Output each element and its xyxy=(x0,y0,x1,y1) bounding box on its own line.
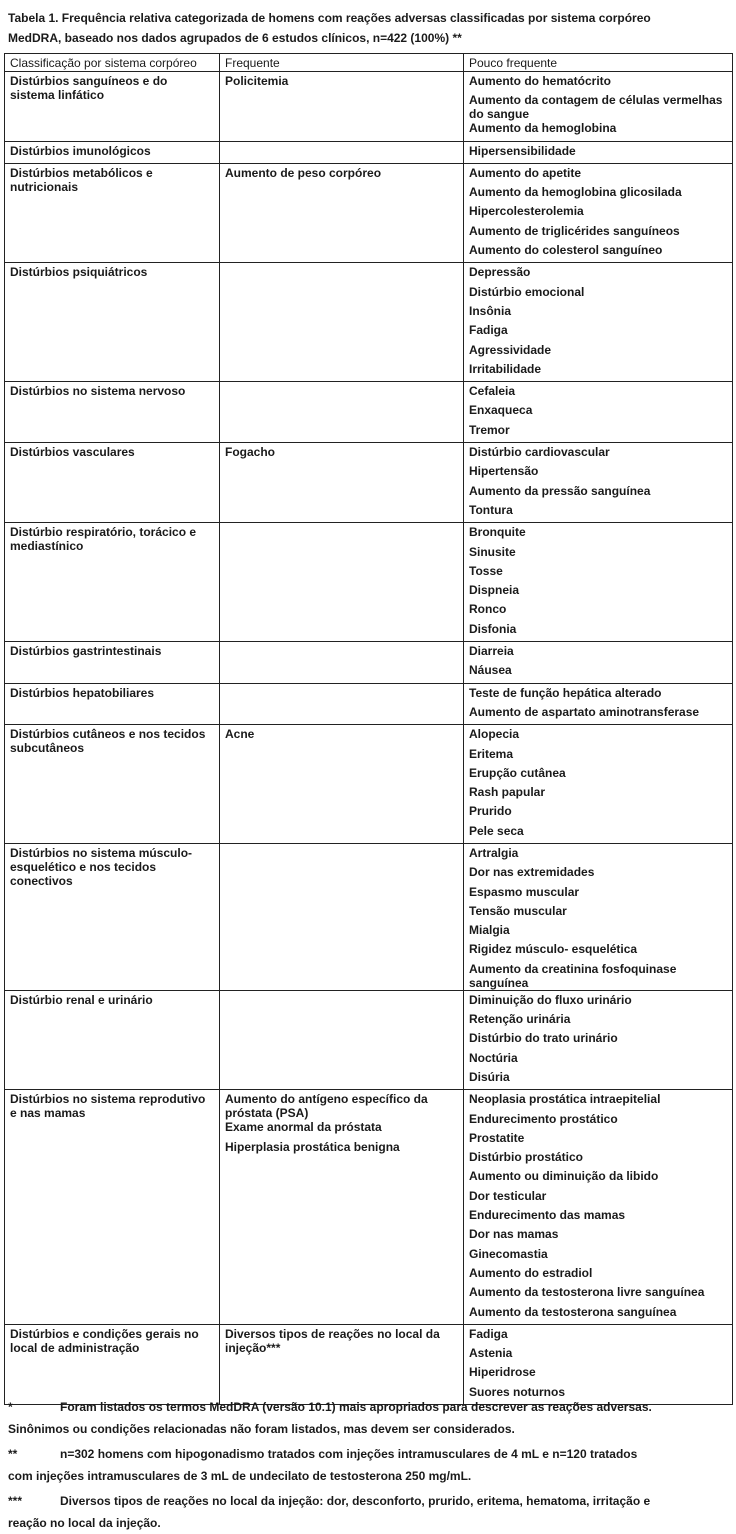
uncommon-item: Ginecomastia xyxy=(469,1246,548,1261)
table-row xyxy=(5,163,733,262)
table-caption xyxy=(8,8,698,48)
footnote-text-line-2: Sinônimos ou condições relacionadas não foram listados, mas devem ser considerados. xyxy=(8,1422,515,1436)
footnote-text-line-2: com injeções intramusculares de 3 mL de undecilato de testosterona 250 mg/mL. xyxy=(8,1469,472,1483)
uncommon-item: Alopecia xyxy=(469,727,520,742)
system-cell: Distúrbios metabólicos e nutricionais xyxy=(5,163,220,262)
uncommon-item: Prostatite xyxy=(469,1130,525,1145)
uncommon-item: Aumento do estradiol xyxy=(469,1265,593,1280)
uncommon-item: Erupção cutânea xyxy=(469,765,566,780)
system-cell: Distúrbio respiratório, torácico e mediastínico xyxy=(5,523,220,642)
uncommon-item: Suores noturnos xyxy=(469,1384,566,1399)
uncommon-item: Aumento da hemoglobina glicosilada xyxy=(469,185,682,200)
uncommon-item: Aumento ou diminuição da libido xyxy=(469,1169,659,1184)
frequent-cell xyxy=(220,141,464,163)
uncommon-item: Eritema xyxy=(469,746,514,761)
table-row xyxy=(5,843,733,990)
uncommon-item: Aumento do hematócrito xyxy=(469,74,612,88)
system-cell: Distúrbios imunológicos xyxy=(5,141,220,163)
table-row xyxy=(5,382,733,443)
system-cell: Distúrbios no sistema músculo-esquelético e nos tecidos conectivos xyxy=(5,843,220,990)
system-cell: Distúrbios no sistema nervoso xyxy=(5,382,220,443)
table-row xyxy=(5,523,733,642)
uncommon-cell xyxy=(464,163,733,262)
frequent-cell xyxy=(220,523,464,642)
header-uncommon: Pouco frequente xyxy=(464,54,733,72)
uncommon-item: Endurecimento prostático xyxy=(469,1111,618,1126)
frequent-cell xyxy=(220,683,464,725)
footnote-text-line-2: reação no local da injeção. xyxy=(8,1516,161,1530)
uncommon-item: Distúrbio cardiovascular xyxy=(469,445,610,460)
frequent-cell xyxy=(220,72,464,142)
footnote xyxy=(8,1490,728,1534)
uncommon-item: Tontura xyxy=(469,502,513,517)
uncommon-item: Prurido xyxy=(469,804,512,819)
uncommon-item: Rigidez músculo- esquelética xyxy=(469,942,638,957)
uncommon-item: Rash papular xyxy=(469,785,546,800)
uncommon-item: Mialgia xyxy=(469,923,510,938)
adverse-reactions-table xyxy=(4,53,733,1405)
table-row xyxy=(5,990,733,1089)
footnote xyxy=(8,1396,728,1440)
table-body xyxy=(5,72,733,1405)
uncommon-item: Agressividade xyxy=(469,342,552,357)
table-row xyxy=(5,683,733,725)
uncommon-item: Dor nas extremidades xyxy=(469,865,595,880)
system-cell: Distúrbios gastrintestinais xyxy=(5,642,220,684)
frequent-item: Policitemia xyxy=(225,74,289,88)
frequent-item: Acne xyxy=(225,727,255,742)
uncommon-item: Dor nas mamas xyxy=(469,1227,559,1242)
system-cell: Distúrbios hepatobiliares xyxy=(5,683,220,725)
frequent-item: Exame anormal da próstata xyxy=(225,1120,382,1135)
table-row xyxy=(5,1090,733,1325)
uncommon-item: Aumento da pressão sanguínea xyxy=(469,483,651,498)
uncommon-item: Aumento da creatinina fosfoquinase sanguínea xyxy=(469,961,677,990)
frequent-item: Hiperplasia prostática benigna xyxy=(225,1139,400,1154)
system-cell: Distúrbios no sistema reprodutivo e nas mamas xyxy=(5,1090,220,1325)
uncommon-item: Endurecimento das mamas xyxy=(469,1208,626,1223)
uncommon-item: Aumento da testosterona sanguínea xyxy=(469,1304,677,1319)
table-row xyxy=(5,642,733,684)
uncommon-item: Noctúria xyxy=(469,1050,518,1065)
footnote-mark: *** xyxy=(8,1494,23,1508)
caption-line-2: MedDRA, baseado nos dados agrupados de 6 estudos clínicos, n=422 (100%) ** xyxy=(8,31,462,45)
system-cell: Distúrbios cutâneos e nos tecidos subcutâneos xyxy=(5,725,220,844)
uncommon-item: Retenção urinária xyxy=(469,1012,571,1027)
frequent-cell xyxy=(220,382,464,443)
system-cell: Distúrbios vasculares xyxy=(5,443,220,523)
footnotes xyxy=(8,1396,728,1534)
uncommon-item: Depressão xyxy=(469,265,531,280)
uncommon-cell xyxy=(464,382,733,443)
uncommon-item: Aumento de aspartato aminotransferase xyxy=(469,704,700,719)
uncommon-item: Hiperidrose xyxy=(469,1365,536,1380)
uncommon-item: Náusea xyxy=(469,663,512,678)
uncommon-cell xyxy=(464,523,733,642)
uncommon-item: Dispneia xyxy=(469,583,520,598)
footnote-mark: ** xyxy=(8,1447,18,1461)
uncommon-cell xyxy=(464,263,733,382)
frequent-cell xyxy=(220,642,464,684)
frequent-cell xyxy=(220,443,464,523)
table-row xyxy=(5,263,733,382)
footnote-text-line-1: n=302 homens com hipogonadismo tratados com injeções intramusculares de 4 mL e n=120 tratados xyxy=(60,1447,638,1461)
table-row xyxy=(5,725,733,844)
uncommon-item: Hipercolesterolemia xyxy=(469,204,584,219)
uncommon-item: Sinusite xyxy=(469,544,516,559)
uncommon-item: Tremor xyxy=(469,422,510,437)
uncommon-item: Aumento do colesterol sanguíneo xyxy=(469,243,663,258)
frequent-item: Diversos tipos de reações no local da injeção*** xyxy=(225,1326,440,1355)
system-cell: Distúrbios psiquiátricos xyxy=(5,263,220,382)
uncommon-item: Diarreia xyxy=(469,644,514,659)
uncommon-item: Hipertensão xyxy=(469,464,539,479)
frequent-item: Fogacho xyxy=(225,445,275,460)
uncommon-item: Fadiga xyxy=(469,1326,508,1341)
uncommon-cell xyxy=(464,725,733,844)
uncommon-item: Insônia xyxy=(469,303,512,318)
table-row xyxy=(5,1324,733,1404)
system-cell: Distúrbio renal e urinário xyxy=(5,990,220,1089)
uncommon-item: Teste de função hepática alterado xyxy=(469,685,662,700)
frequent-cell xyxy=(220,263,464,382)
uncommon-item: Aumento da hemoglobina xyxy=(469,121,617,136)
uncommon-cell xyxy=(464,141,733,163)
uncommon-item: Distúrbio do trato urinário xyxy=(469,1031,618,1046)
uncommon-item: Disfonia xyxy=(469,621,517,636)
uncommon-item: Neoplasia prostática intraepitelial xyxy=(469,1092,661,1107)
uncommon-cell xyxy=(464,1324,733,1404)
header-frequent: Frequente xyxy=(220,54,464,72)
footnote-text-line-1: Foram listados os termos MedDRA (versão 10.1) mais apropriados para descrever as reações adversas. xyxy=(60,1400,652,1414)
uncommon-item: Diminuição do fluxo urinário xyxy=(469,992,632,1007)
uncommon-cell xyxy=(464,990,733,1089)
uncommon-item: Dor testicular xyxy=(469,1188,547,1203)
uncommon-item: Cefaleia xyxy=(469,384,516,399)
uncommon-item: Ronco xyxy=(469,602,507,617)
system-cell: Distúrbios e condições gerais no local de administração xyxy=(5,1324,220,1404)
system-cell: Distúrbios sanguíneos e do sistema linfático xyxy=(5,72,220,142)
uncommon-item: Tosse xyxy=(469,563,503,578)
footnote xyxy=(8,1443,728,1487)
table-row xyxy=(5,141,733,163)
uncommon-cell xyxy=(464,642,733,684)
uncommon-item: Aumento do apetite xyxy=(469,165,582,180)
caption-line-1: Tabela 1. Frequência relativa categorizada de homens com reações adversas classificadas por sistema corpóreo xyxy=(8,11,651,25)
footnote-text-line-1: Diversos tipos de reações no local da injeção: dor, desconforto, prurido, eritema, hematoma, irritação e xyxy=(60,1494,651,1508)
uncommon-item: Aumento de triglicérides sanguíneos xyxy=(469,223,680,238)
table-header-row xyxy=(5,54,733,72)
uncommon-item: Distúrbio prostático xyxy=(469,1150,584,1165)
frequent-item: Aumento do antígeno específico da próstata (PSA) xyxy=(225,1092,428,1121)
uncommon-item: Tensão muscular xyxy=(469,903,567,918)
uncommon-item: Irritabilidade xyxy=(469,361,542,376)
uncommon-item: Espasmo muscular xyxy=(469,884,580,899)
frequent-item: Aumento de peso corpóreo xyxy=(225,165,382,180)
uncommon-item: Enxaqueca xyxy=(469,403,533,418)
frequent-cell xyxy=(220,163,464,262)
uncommon-cell xyxy=(464,843,733,990)
frequent-cell xyxy=(220,725,464,844)
uncommon-item: Astenia xyxy=(469,1346,513,1361)
header-system: Classificação por sistema corpóreo xyxy=(5,54,220,72)
uncommon-item: Aumento da testosterona livre sanguínea xyxy=(469,1285,705,1300)
uncommon-item: Disúria xyxy=(469,1069,510,1084)
uncommon-item: Artralgia xyxy=(469,845,519,860)
uncommon-cell xyxy=(464,443,733,523)
table-row xyxy=(5,443,733,523)
uncommon-item: Pele seca xyxy=(469,823,524,838)
uncommon-item: Hipersensibilidade xyxy=(469,143,576,158)
frequent-cell xyxy=(220,843,464,990)
uncommon-cell xyxy=(464,72,733,142)
uncommon-cell xyxy=(464,683,733,725)
uncommon-cell xyxy=(464,1090,733,1325)
uncommon-item: Distúrbio emocional xyxy=(469,284,585,299)
frequent-cell xyxy=(220,1324,464,1404)
uncommon-item: Fadiga xyxy=(469,323,508,338)
table-row xyxy=(5,72,733,142)
frequent-cell xyxy=(220,1090,464,1325)
footnote-mark: * xyxy=(8,1400,13,1414)
uncommon-item: Aumento da contagem de células vermelhas do sangue xyxy=(469,93,723,122)
uncommon-item: Bronquite xyxy=(469,525,526,540)
frequent-cell xyxy=(220,990,464,1089)
